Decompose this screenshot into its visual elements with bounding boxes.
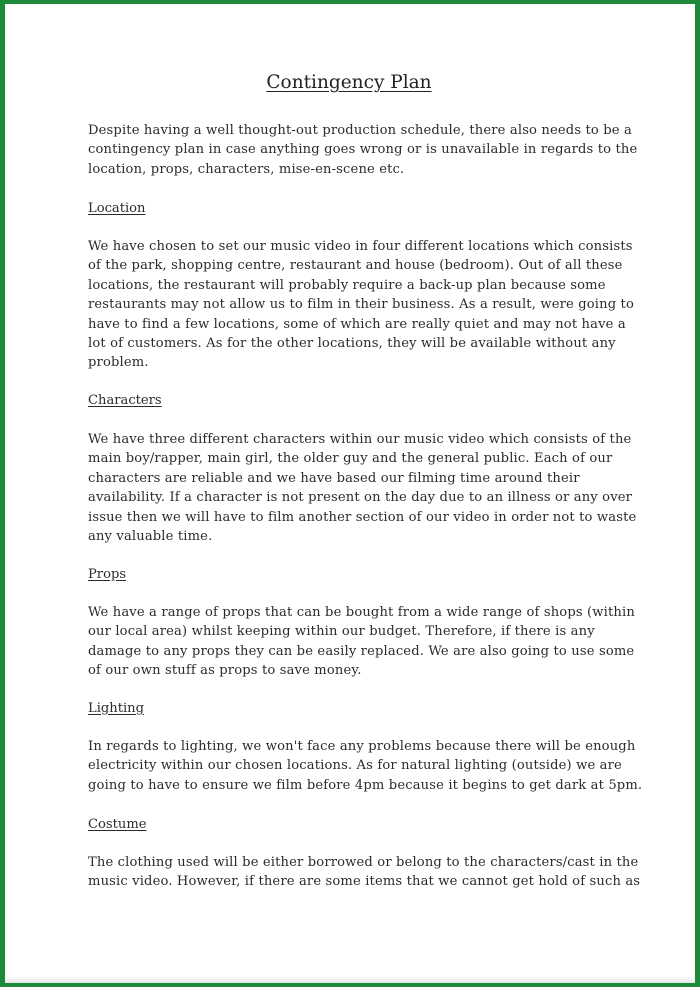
- paragraph-line: We have three different characters within our music video which consists of the: [88, 432, 632, 447]
- paragraph-line: any valuable time.: [88, 529, 213, 545]
- paragraph-line: We have a range of props that can be bought from a wide range of shops (within: [88, 605, 635, 620]
- page-shadow: [5, 976, 695, 983]
- section-heading-location: Location: [88, 201, 146, 216]
- section-heading-lighting: Lighting: [88, 701, 144, 716]
- paragraph-line: of the park, shopping centre, restaurant and house (bedroom). Out of all these: [88, 258, 623, 274]
- paragraph-line: main boy/rapper, main girl, the older guy and the general public. Each of our: [88, 451, 613, 467]
- page-title: Contingency Plan: [266, 72, 432, 93]
- intro-paragraph: [88, 121, 638, 179]
- paragraph-line: location, props, characters, mise-en-scene etc.: [88, 161, 405, 177]
- paragraph-line: availability. If a character is not present on the day due to an illness or any over: [88, 490, 633, 506]
- paragraph-line: problem.: [88, 355, 149, 371]
- paragraph-line: our local area) whilst keeping within our budget. Therefore, if there is any: [88, 624, 595, 640]
- paragraph-line: have to find a few locations, some of which are really quiet and may not have a: [88, 316, 626, 332]
- paragraph-line: locations, the restaurant will probably require a back-up plan because some: [88, 277, 606, 293]
- paragraph-line: The clothing used will be either borrowed or belong to the characters/cast in the: [88, 855, 639, 870]
- paragraph-line: restaurants may not allow us to film in their business. As a result, were going to: [88, 297, 634, 313]
- paragraph-line: of our own stuff as props to save money.: [88, 663, 362, 679]
- paragraph-line: damage to any props they can be easily replaced. We are also going to use some: [88, 643, 635, 659]
- paragraph-line: issue then we will have to film another section of our video in order not to waste: [88, 509, 637, 525]
- paragraph-line: In regards to lighting, we won't face any problems because there will be enough: [88, 739, 636, 754]
- section-heading-characters: Characters: [88, 393, 162, 408]
- paragraph-line: Despite having a well thought-out production schedule, there also needs to be a: [88, 123, 632, 138]
- section-heading-costume: Costume: [88, 817, 147, 832]
- paragraph-line: contingency plan in case anything goes wrong or is unavailable in regards to the: [88, 142, 638, 158]
- paragraph-line: music video. However, if there are some items that we cannot get hold of such as: [88, 874, 641, 890]
- paragraph-line: lot of customers. As for the other locations, they will be available without any: [88, 336, 616, 352]
- paragraph-line: electricity within our chosen locations. As for natural lighting (outside) we are: [88, 758, 622, 774]
- section-heading-props: Props: [88, 567, 127, 582]
- characters-paragraph: [88, 430, 637, 546]
- paragraph-line: We have chosen to set our music video in four different locations which consists: [88, 239, 633, 254]
- lighting-paragraph: [88, 737, 643, 795]
- paragraph-line: going to have to ensure we film before 4pm because it begins to get dark at 5pm.: [88, 777, 643, 793]
- props-paragraph: [88, 603, 635, 681]
- costume-paragraph: [88, 853, 641, 892]
- paragraph-line: characters are reliable and we have based our filming time around their: [88, 470, 580, 486]
- location-paragraph: [88, 237, 634, 373]
